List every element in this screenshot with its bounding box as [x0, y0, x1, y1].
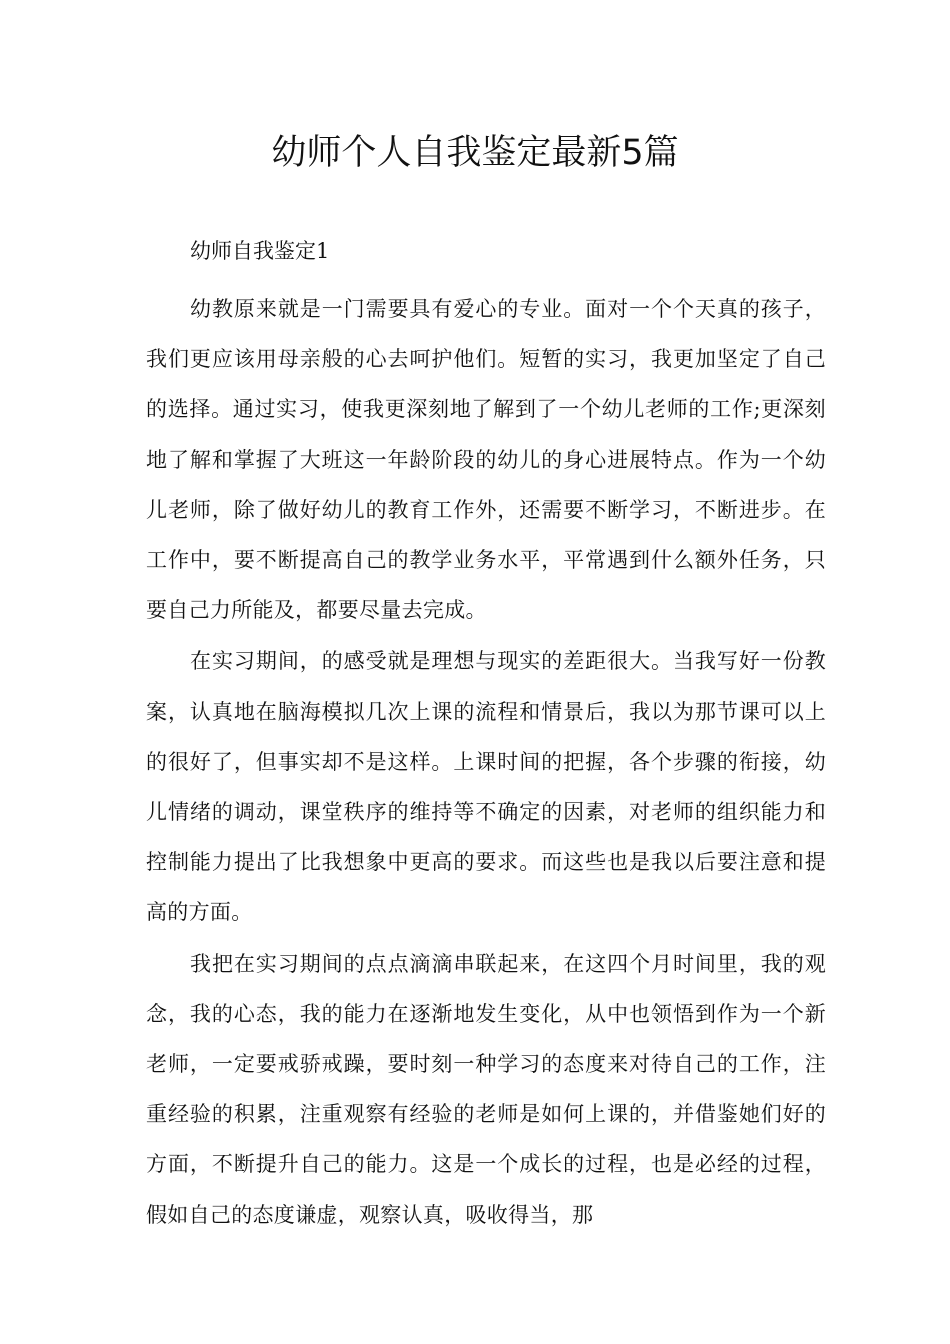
section-heading: 幼师自我鉴定1: [190, 239, 330, 263]
paragraph: 我把在实习期间的点点滴滴串联起来，在这四个月时间里，我的观念，我的心态，我的能力在逐渐地发生变化，从中也领悟到作为一个新老师，一定要戒骄戒躁，要时刻一种学习的态度来对待自己的工作，注重经验的积累，注重观察有经验的老师是如何上课的，并借鉴她们好的方面，不断提升自己的能力。这是一个成长的过程，也是必经的过程，假如自己的态度谦虚，观察认真，吸收得当，那: [146, 951, 826, 1227]
document-body: [146, 284, 826, 1241]
paragraph: 在实习期间，的感受就是理想与现实的差距很大。当我写好一份教案，认真地在脑海模拟几次上课的流程和情景后，我以为那节课可以上的很好了，但事实却不是这样。上课时间的把握，各个步骤的衔接，幼儿情绪的调动，课堂秩序的维持等不确定的因素，对老师的组织能力和控制能力提出了比我想象中更高的要求。而这些也是我以后要注意和提高的方面。: [146, 649, 826, 925]
paragraph: 幼教原来就是一门需要具有爱心的专业。面对一个个天真的孩子，我们更应该用母亲般的心去呵护他们。短暂的实习，我更加坚定了自己的选择。通过实习，使我更深刻地了解到了一个幼儿老师的工作;更深刻地了解和掌握了大班这一年龄阶段的幼儿的身心进展特点。作为一个幼儿老师，除了做好幼儿的教育工作外，还需要不断学习，不断进步。在工作中，要不断提高自己的教学业务水平，平常遇到什么额外任务，只要自己力所能及，都要尽量去完成。: [146, 297, 826, 623]
document-title: 幼师个人自我鉴定最新5篇: [271, 133, 679, 173]
